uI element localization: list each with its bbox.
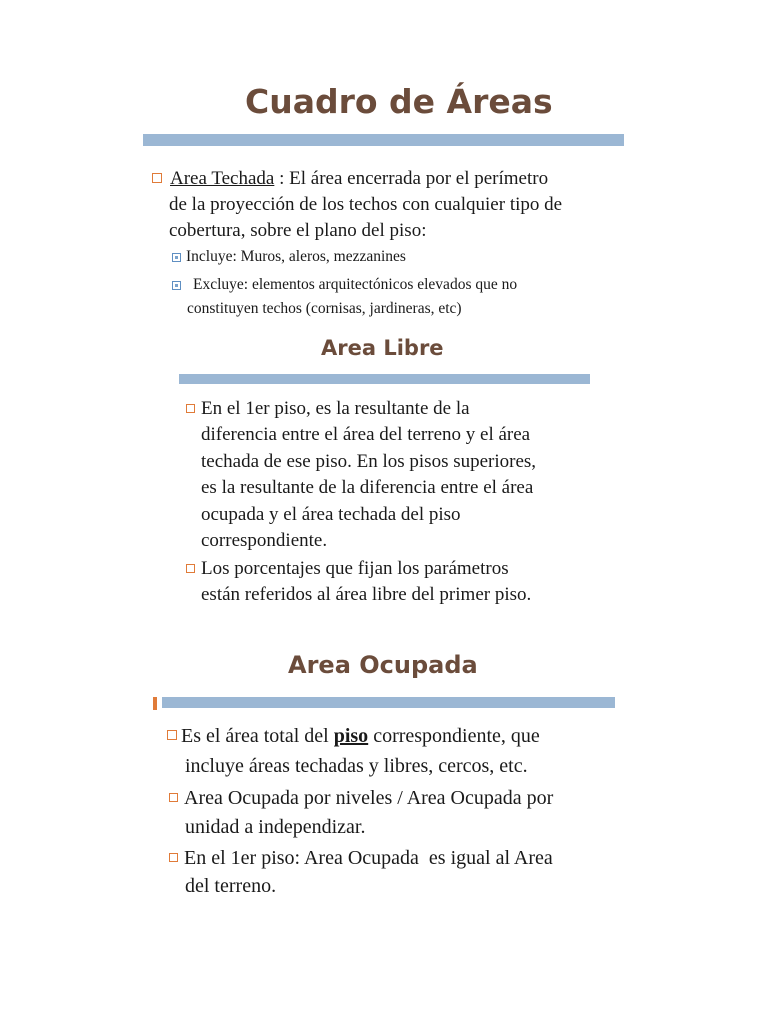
techada-includes-text: Incluye: Muros, aleros, mezzanines (186, 248, 406, 265)
square-bullet-icon (186, 564, 195, 573)
area-libre-item-2 (186, 556, 531, 608)
area-ocupada-title: Area Ocupada (288, 651, 478, 679)
area-ocupada-item1-line1 (181, 722, 540, 750)
square-bullet-icon (167, 730, 177, 740)
area-ocupada-accent-mark (153, 697, 157, 710)
techada-definition-text: : El área encerrada por el perímetro (274, 168, 549, 189)
area-ocupada-item-3 (169, 844, 553, 872)
techada-excludes-item (172, 275, 517, 295)
square-sub-bullet-icon (172, 281, 181, 290)
area-ocupada-item-2 (169, 784, 553, 812)
area-libre-item-1 (186, 396, 536, 554)
techada-definition-line2: de la proyección de los techos con cualquier tipo de (169, 194, 563, 215)
area-ocupada-item3-line1: En el 1er piso: Area Ocupada es igual al Area (184, 847, 553, 869)
square-bullet-icon (186, 404, 195, 413)
techada-excludes-line2: constituyen techos (cornisas, jardineras, etc) (187, 300, 462, 317)
techada-definition-line1 (170, 166, 548, 192)
area-ocupada-item3-line2: del terreno. (185, 875, 277, 897)
area-libre-item1-line: techada de ese piso. En los pisos superiores, (201, 450, 537, 472)
techada-term: Area Techada (170, 168, 275, 189)
area-libre-rule-bar (179, 374, 590, 384)
area-libre-item2-line: Los porcentajes que fijan los parámetros (201, 558, 509, 579)
area-libre-title: Area Libre (321, 336, 444, 360)
area-ocupada-rule-bar (162, 697, 615, 708)
area-ocupada-item1-text: Es el área total del (181, 725, 334, 747)
area-libre-item1-line: diferencia entre el área del terreno y el área (201, 424, 531, 446)
area-libre-item1-line: correspondiente. (201, 530, 328, 552)
square-bullet-icon (152, 173, 162, 183)
area-libre-item1-line: es la resultante de la diferencia entre el área (201, 477, 534, 499)
area-ocupada-item-1 (167, 722, 540, 750)
techada-excludes-line1: Excluye: elementos arquitectónicos elevados que no (193, 276, 518, 293)
area-libre-item1-line: ocupada y el área techada del piso (201, 503, 461, 525)
techada-definition-item (152, 166, 622, 192)
area-ocupada-item2-line1: Area Ocupada por niveles / Area Ocupada por (184, 787, 554, 809)
area-ocupada-item2-line2: unidad a independizar. (185, 816, 366, 838)
area-libre-item1-line: En el 1er piso, es la resultante de la (201, 398, 470, 419)
square-bullet-icon (169, 793, 178, 802)
page-title: Cuadro de Áreas (245, 82, 553, 121)
title-rule-bar (143, 134, 624, 146)
area-ocupada-piso-term: piso (333, 725, 369, 747)
techada-definition-line3: cobertura, sobre el plano del piso: (169, 220, 427, 241)
area-libre-item2-line: están referidos al área libre del primer piso. (201, 584, 532, 605)
square-sub-bullet-icon (172, 253, 181, 262)
area-ocupada-item1-text: correspondiente, que (368, 725, 540, 747)
techada-includes-item (172, 247, 406, 267)
square-bullet-icon (169, 853, 178, 862)
area-ocupada-item1-line2: incluye áreas techadas y libres, cercos, etc. (185, 755, 528, 777)
